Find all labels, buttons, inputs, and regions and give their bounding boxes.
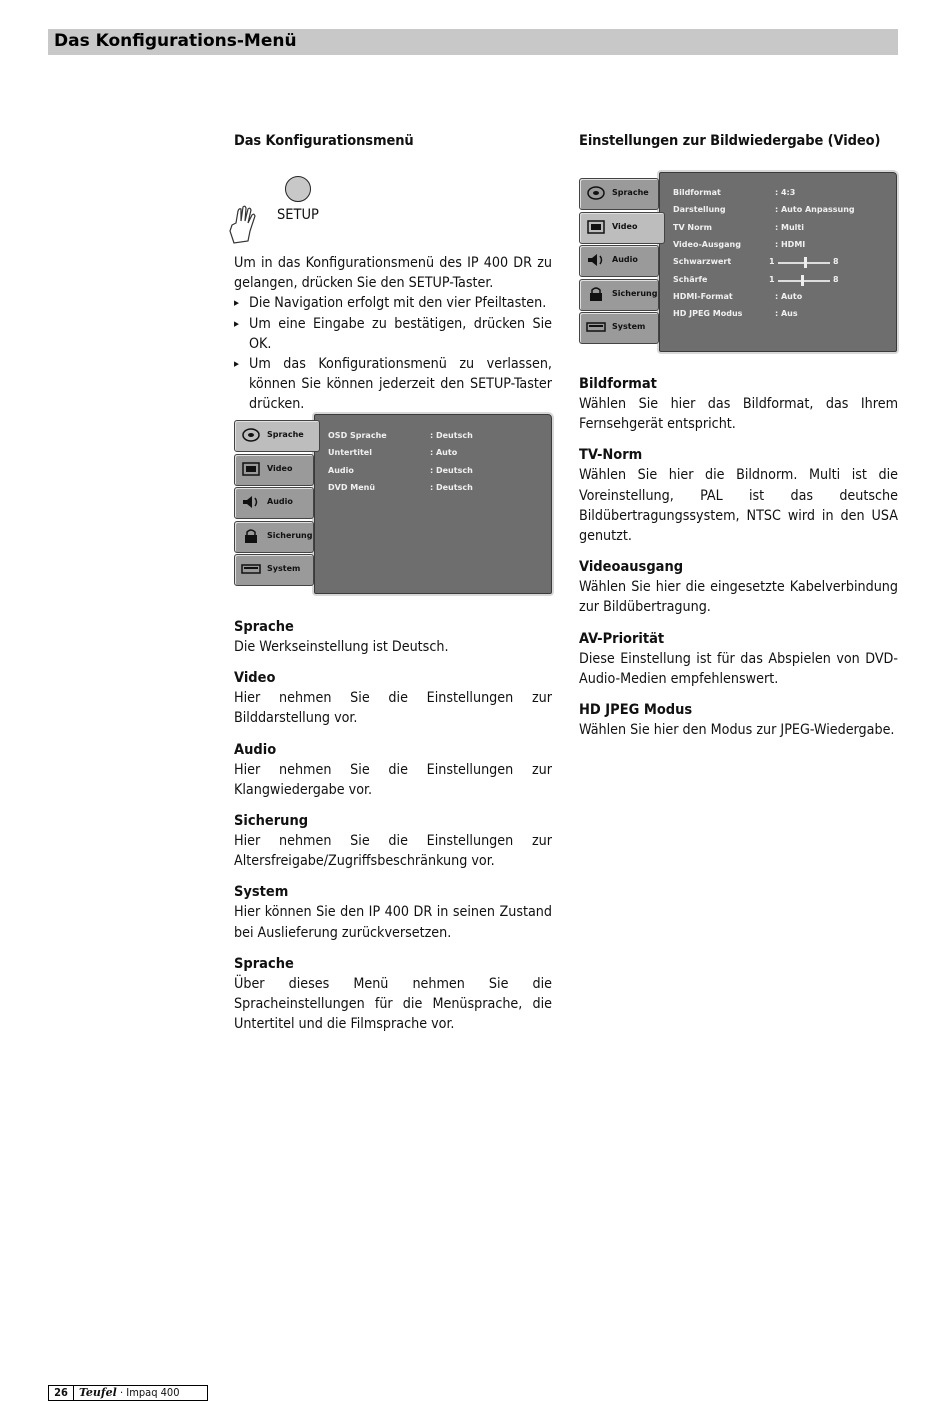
section-title: Sprache: [234, 955, 294, 972]
section-text: Hier können Sie den IP 400 DR in seinen Zustand bei Auslieferung zurückversetzen.: [234, 904, 552, 941]
menu-row-label: OSD Sprache: [328, 431, 387, 440]
menu-row-label: Bildformat: [673, 188, 721, 197]
speaker-icon: [241, 494, 261, 510]
slider-max: 8: [833, 274, 839, 284]
section-audio: [234, 740, 552, 800]
section-system: [234, 882, 552, 942]
setup-illustration: [234, 151, 552, 253]
menu-row-value: : Aus: [775, 309, 798, 319]
menu-tab-video: [234, 454, 314, 486]
right-column: [579, 131, 898, 151]
video-settings-heading: Einstellungen zur Bildwiedergabe (Video): [579, 133, 881, 149]
page-footer: [48, 1385, 208, 1401]
menu-tab-label: Sprache: [612, 188, 649, 197]
menu-tab-label: Audio: [612, 255, 638, 264]
menu-tab-system: [234, 554, 314, 586]
section-text: Über dieses Menü nehmen Sie die Spracheinstellungen für die Menüsprache, die Untertitel und die Filmsprache vor.: [234, 975, 552, 1033]
section-text: Hier nehmen Sie die Einstellungen zur Bilddarstellung vor.: [234, 690, 552, 727]
menu-row-label: HD JPEG Modus: [673, 309, 743, 319]
section-title: System: [234, 884, 289, 901]
menu-tab-audio: [579, 245, 659, 277]
section-title: Videoausgang: [579, 559, 684, 576]
list-item: ▸ Um das Konfigurationsmenü zu verlassen, können Sie können jederzeit den SETUP-Taster drücken.: [234, 354, 552, 415]
disc-icon: [586, 185, 606, 201]
lock-icon: [586, 286, 606, 302]
section-tv-norm: [579, 445, 898, 546]
slider-track: [778, 262, 830, 264]
section-title: AV-Priorität: [579, 630, 665, 647]
tv-icon: [241, 461, 261, 477]
menu-row-value: : Auto: [775, 291, 803, 301]
section-text: Wählen Sie hier das Bildformat, das Ihrem Fernsehgerät entspricht.: [579, 396, 898, 433]
menu-row-value: : 4:3: [775, 188, 796, 197]
menu-row-label: Darstellung: [673, 205, 726, 215]
menu-row-value: : Deutsch: [430, 465, 473, 475]
section-text: Wählen Sie hier die Bildnorm. Multi ist die Voreinstellung, PAL ist das deutsche Bildübertragungssystem, NTSC wird in den USA genutzt.: [579, 467, 898, 545]
menu-tab-label: Video: [267, 463, 293, 473]
system-icon: [241, 561, 261, 577]
product-name: · Impaq 400: [120, 1386, 180, 1399]
section-text: Diese Einstellung ist für das Abspielen von DVD-Audio-Medien empfehlenswert.: [579, 650, 898, 687]
menu-tab-label: System: [267, 564, 301, 573]
section-text: Hier nehmen Sie die Einstellungen zur Klangwiedergabe vor.: [234, 761, 552, 798]
menu-row-label: DVD Menü: [328, 482, 376, 492]
section-text: Wählen Sie hier den Modus zur JPEG-Wiedergabe.: [579, 722, 895, 739]
intro-text: Um in das Konfigurationsmenü des IP 400 DR zu gelangen, drücken Sie den SETUP-Taster.: [234, 255, 552, 292]
section-title: HD JPEG Modus: [579, 702, 693, 719]
setup-label: SETUP: [277, 207, 319, 223]
page-number: 26: [49, 1386, 74, 1400]
menu-row-label: Audio: [328, 465, 354, 475]
menu-tab-sprache: [234, 420, 320, 452]
brand-logo: Teufel: [79, 1386, 117, 1399]
disc-icon: [241, 427, 261, 443]
menu-tab-label: Sicherung: [612, 288, 658, 298]
section-title: Sprache: [234, 619, 294, 635]
menu-row-value: : HDMI: [775, 239, 806, 249]
section-sicherung: [234, 811, 552, 871]
section-text: Hier nehmen Sie die Einstellungen zur Altersfreigabe/Zugriffsbeschränkung vor.: [234, 833, 552, 870]
hand-pointer-icon: [226, 203, 260, 245]
slider-min: 1: [769, 274, 775, 284]
page-header: [48, 29, 898, 55]
section-text: Die Werkseinstellung ist Deutsch.: [234, 639, 449, 655]
menu-row-label: Untertitel: [328, 448, 372, 458]
left-column: [234, 131, 552, 415]
menu-tab-label: Sicherung: [267, 530, 313, 540]
speaker-icon: [586, 252, 606, 268]
menu-tab-label: Sprache: [267, 430, 304, 439]
menu-tab-video: [579, 212, 665, 244]
slider-min: 1: [769, 257, 775, 267]
slider-knob: [801, 275, 804, 286]
navigation-list: [234, 293, 552, 414]
section-title: Bildformat: [579, 376, 657, 392]
slider-max: 8: [833, 257, 839, 267]
menu-tab-label: Audio: [267, 497, 293, 506]
section-sprache-2: [234, 954, 552, 1035]
section-title: TV-Norm: [579, 447, 643, 464]
section-av-prioritaet: [579, 629, 898, 689]
config-menu-heading: Das Konfigurationsmenü: [234, 133, 414, 149]
right-sections: [579, 374, 898, 740]
section-videoausgang: [579, 557, 898, 617]
menu-tab-label: Video: [612, 221, 638, 231]
slider-track: [778, 280, 830, 282]
menu-row-value: : Multi: [775, 222, 804, 232]
menu-tab-system: [579, 312, 659, 344]
menu-row-value: : Deutsch: [430, 482, 473, 492]
menu-row-label: TV Norm: [673, 222, 712, 232]
menu-row-label: Schärfe: [673, 274, 708, 284]
menu-tab-label: System: [612, 322, 646, 331]
setup-button-icon: [285, 176, 311, 202]
section-video: [234, 668, 552, 728]
section-text: Wählen Sie hier die eingesetzte Kabelverbindung zur Bildübertragung.: [579, 579, 898, 616]
section-sprache: [234, 617, 552, 657]
system-icon: [586, 319, 606, 335]
page-title: Das Konfigurations-Menü: [54, 31, 297, 51]
section-title: Video: [234, 670, 276, 687]
menu-row-value: : Auto Anpassung: [775, 205, 855, 215]
menu-row-label: Video-Ausgang: [673, 239, 741, 249]
list-item: ▸ Um eine Eingabe zu bestätigen, drücken Sie OK.: [234, 314, 552, 354]
video-menu-screenshot: [579, 170, 899, 354]
menu-row-value: : Deutsch: [430, 431, 473, 440]
section-title: Audio: [234, 741, 277, 758]
left-sections: [234, 617, 552, 1034]
menu-row-label: HDMI-Format: [673, 291, 733, 301]
lock-icon: [241, 528, 261, 544]
menu-tab-sicherung: [234, 521, 314, 553]
section-hd-jpeg: [579, 700, 898, 740]
language-menu-screenshot: [234, 412, 554, 596]
tv-icon: [586, 219, 606, 235]
section-bildformat: [579, 374, 898, 434]
menu-row-label: Schwarzwert: [673, 257, 732, 267]
slider-knob: [804, 257, 807, 268]
list-item: ▸ Die Navigation erfolgt mit den vier Pfeiltasten.: [234, 293, 552, 313]
menu-tab-sprache: [579, 178, 659, 210]
menu-tab-sicherung: [579, 279, 659, 311]
section-title: Sicherung: [234, 813, 309, 830]
menu-row-value: : Auto: [430, 448, 458, 458]
menu-tab-audio: [234, 487, 314, 519]
